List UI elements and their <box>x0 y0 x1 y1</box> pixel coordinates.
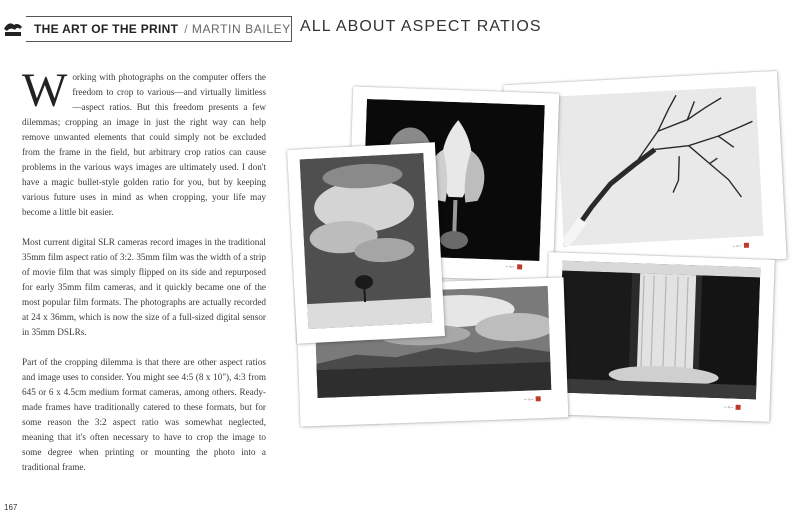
chapter-title: ALL ABOUT ASPECT RATIOS <box>300 18 542 35</box>
signature-mark: ~∿~ <box>723 404 734 410</box>
series-title: THE ART OF THE PRINT <box>34 22 179 36</box>
seal-icon <box>536 396 541 401</box>
signature-mark: ~∿~ <box>731 243 743 249</box>
body-text-column <box>22 64 266 490</box>
photo-waterfall <box>558 261 760 400</box>
photo-lone-tree <box>300 153 433 329</box>
print-stamp <box>724 404 741 410</box>
print-stamp <box>732 243 749 249</box>
paragraph-3: Part of the cropping dilemma is that there are other aspect ratios and image uses to consider. You might see 4:5 (8 x 10"), 4:3 from 645 or 6 x 4.5cm medium format cameras, among others. Ready-made frames have traditionally catered to these formats, but for some reason the 3:2 aspect ratio was somewhat neglected, meaning that it's often necessary to have to crop the image to some degree when printing or mounting the photo into a traditional frame. <box>22 357 266 472</box>
drop-cap: W <box>22 64 68 117</box>
title-separator: / <box>184 22 188 36</box>
signature-mark: ~∿~ <box>523 396 534 402</box>
print-stamp <box>524 396 541 402</box>
logo-icon <box>2 17 24 39</box>
paragraph-1 <box>22 64 266 220</box>
paragraph-2: Most current digital SLR cameras record images in the traditional 35mm film aspect ratio of 3:2. 35mm film was the width of a strip of movie film that was simply flipped on its side and repurposed for early 35mm film cameras, and it quickly became one of the most popular film formats. The photographs are actually recorded at 24 x 36mm, which is now the size of a full-sized digital sensor in 35mm DSLRs. <box>22 237 266 337</box>
seal-icon <box>744 243 749 248</box>
paragraph-1-text: orking with photographs on the computer offers the freedom to crop to various—and virtually limitless—aspect ratios. But this freedom presents a few dilemmas; cropping an image in just the right way can help remove unwanted elements that could simply not be excluded from the frame in the field, but arbitrary crop ratios can cause problems in the various ways images are ultimately used. I don't have a magic bullet-style golden ratio for you, but by keeping various future uses in mind as when cropping, your life may become a little bit easier. <box>22 72 266 217</box>
seal-icon <box>736 405 741 410</box>
page-number: 167 <box>4 503 18 512</box>
author-name: MARTIN BAILEY <box>191 22 291 36</box>
print-waterfall <box>543 252 775 422</box>
seal-icon <box>517 264 522 269</box>
series-title-box <box>26 16 292 42</box>
print-stamp <box>505 264 522 270</box>
signature-mark: ~∿~ <box>505 263 516 270</box>
print-lone-tree <box>287 142 445 343</box>
photo-tree-branch <box>556 86 764 246</box>
page-header <box>0 14 800 44</box>
